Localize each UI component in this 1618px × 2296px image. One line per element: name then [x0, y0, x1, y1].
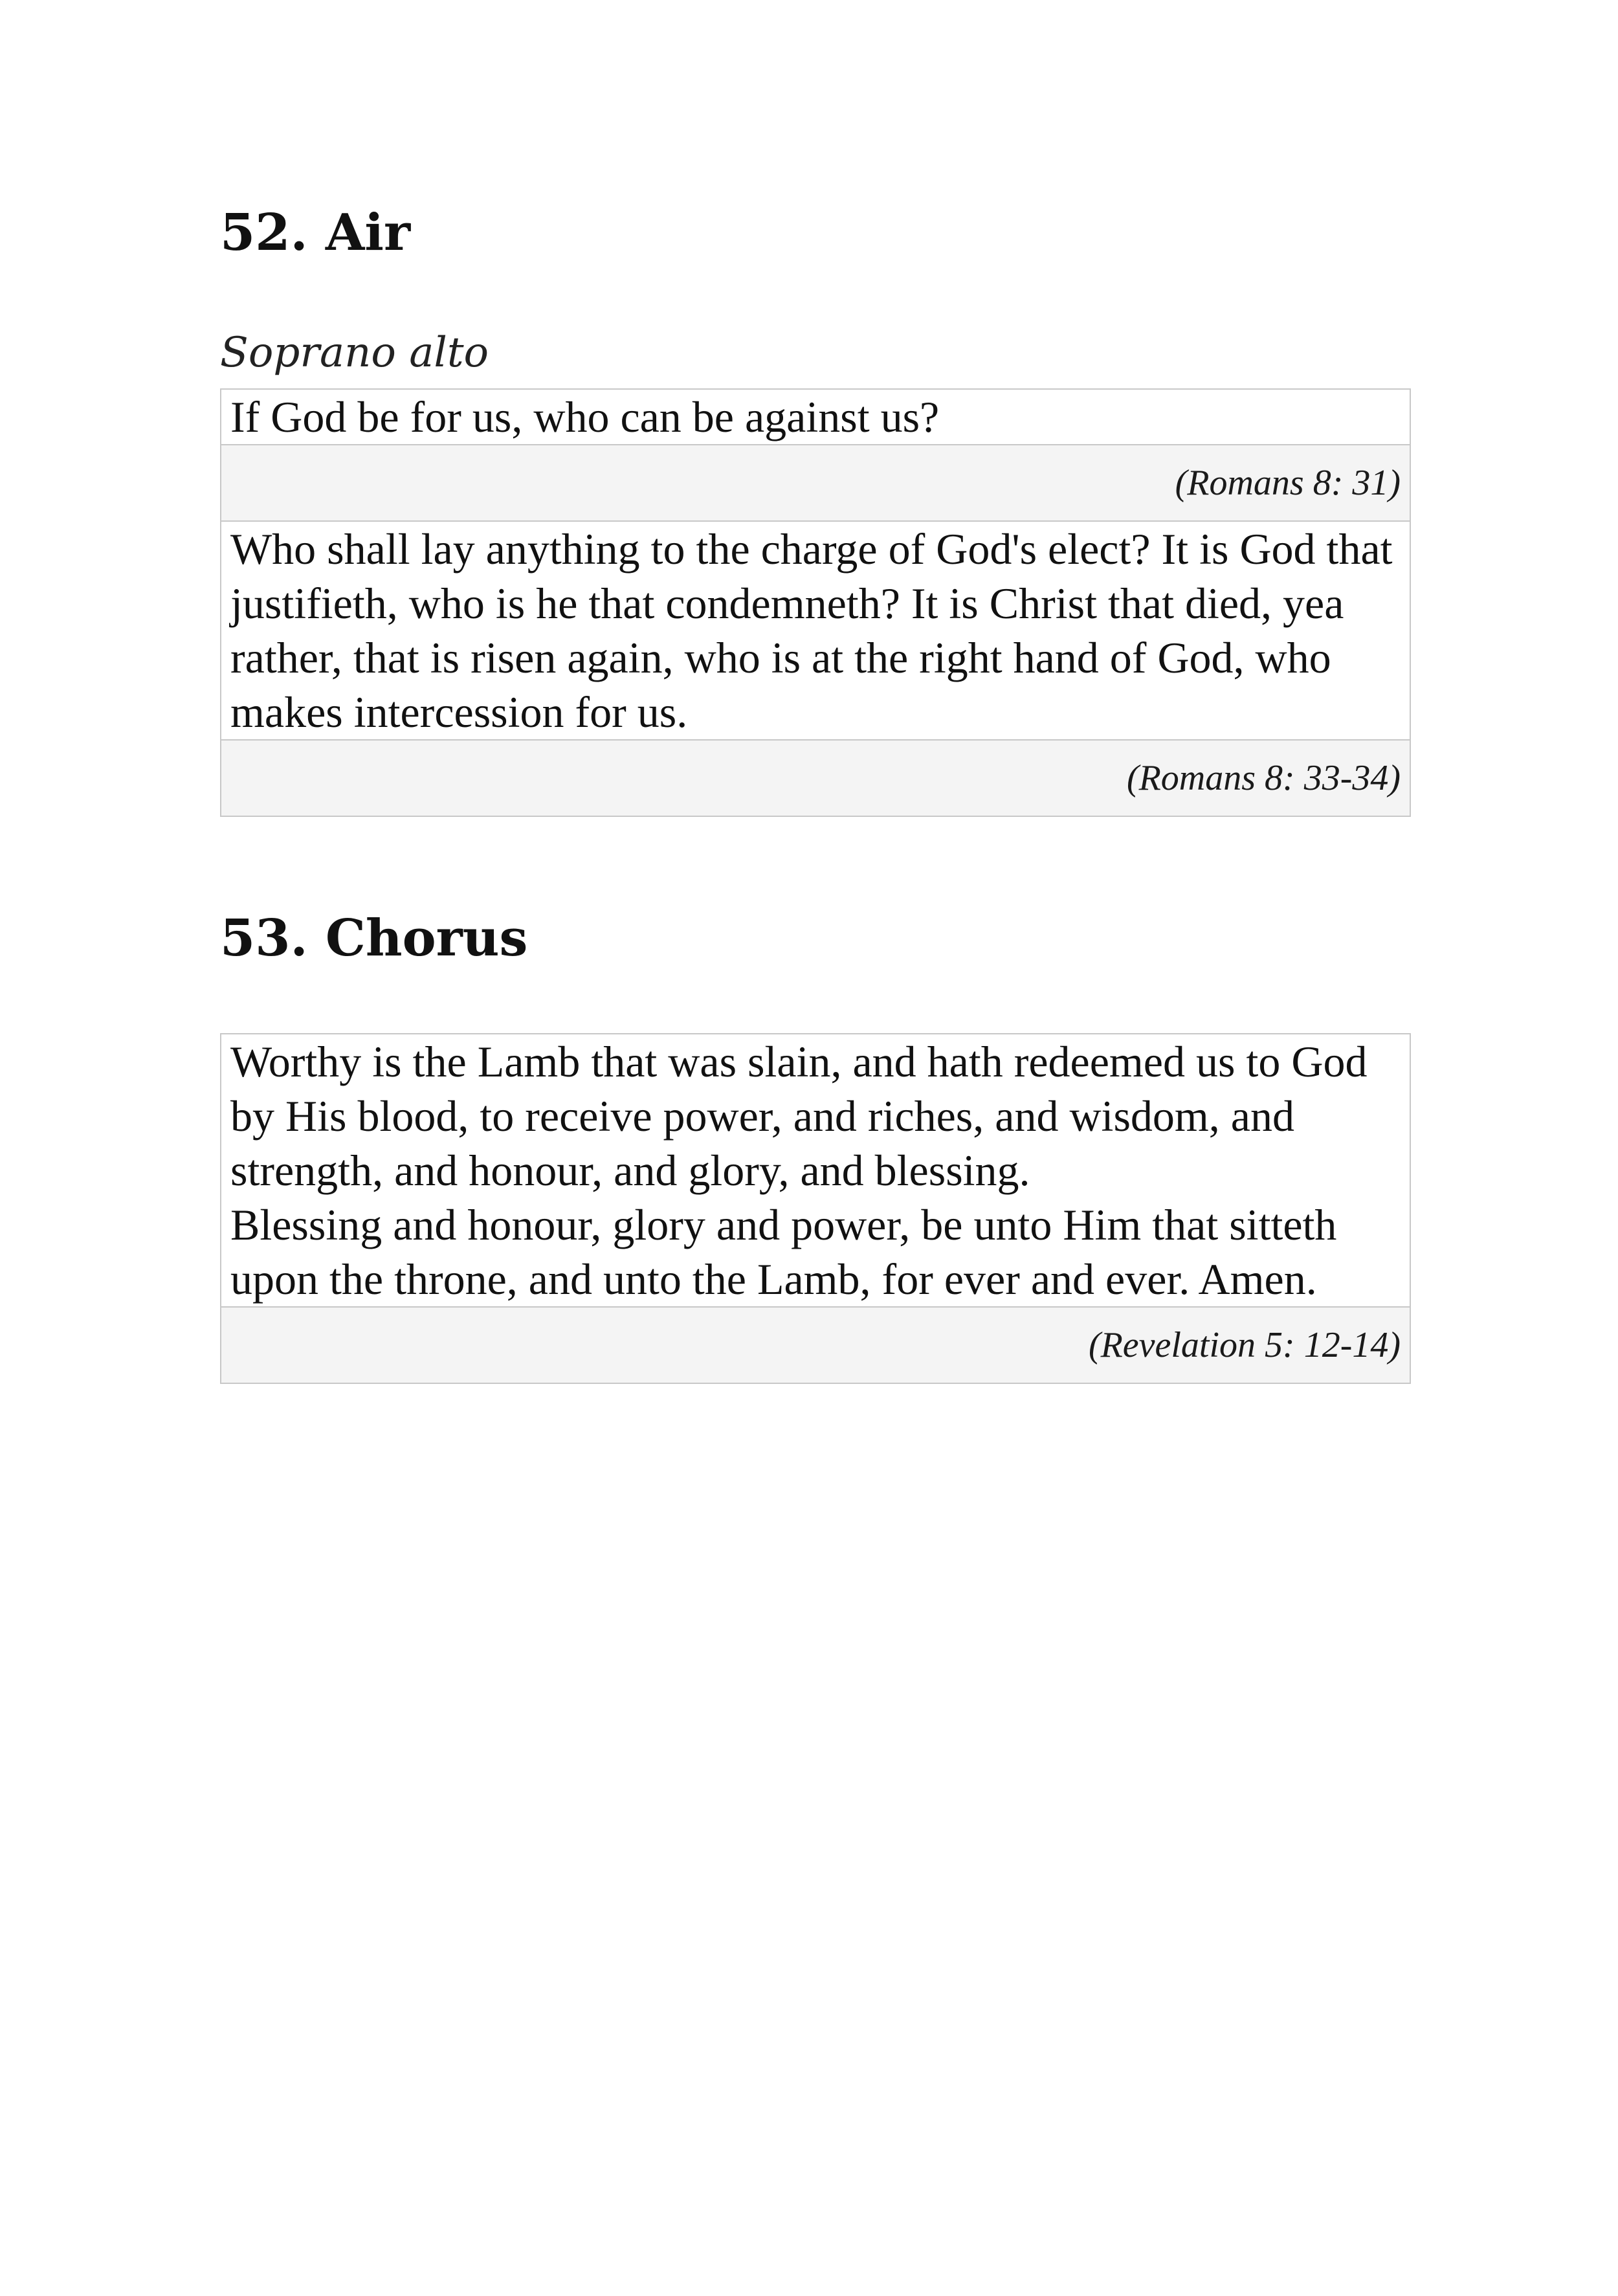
- section-title: 52. Air: [220, 203, 411, 262]
- verse-row: [221, 389, 1410, 445]
- verse-text: If God be for us, who can be against us?: [221, 389, 1410, 445]
- reference-row: [221, 1307, 1410, 1383]
- verse-text: Worthy is the Lamb that was slain, and hath redeemed us to God by His blood, to receive power, and riches, and wisdom, and strength, and honour, and glory, and blessing. Blessing and honour, glory and power, be unto Him that sitteth upon the throne, and unto the Lamb, for ever and ever. Amen.: [221, 1034, 1410, 1307]
- text-table: [220, 388, 1411, 817]
- scripture-reference: (Romans 8: 31): [221, 445, 1410, 521]
- reference-row: [221, 445, 1410, 521]
- scripture-reference: (Revelation 5: 12-14): [221, 1307, 1410, 1383]
- scripture-reference: (Romans 8: 33-34): [221, 740, 1410, 816]
- verse-text: Who shall lay anything to the charge of God's elect? It is God that justifieth, who is he that condemneth? It is Christ that died, yea rather, that is risen again, who is at the right hand of God, who makes intercession for us.: [221, 521, 1410, 740]
- section-title: 53. Chorus: [220, 909, 528, 968]
- reference-row: [221, 740, 1410, 816]
- text-table: [220, 1033, 1411, 1384]
- verse-row: [221, 521, 1410, 740]
- verse-row: [221, 1034, 1410, 1307]
- voice-part-label: Soprano alto: [220, 329, 489, 377]
